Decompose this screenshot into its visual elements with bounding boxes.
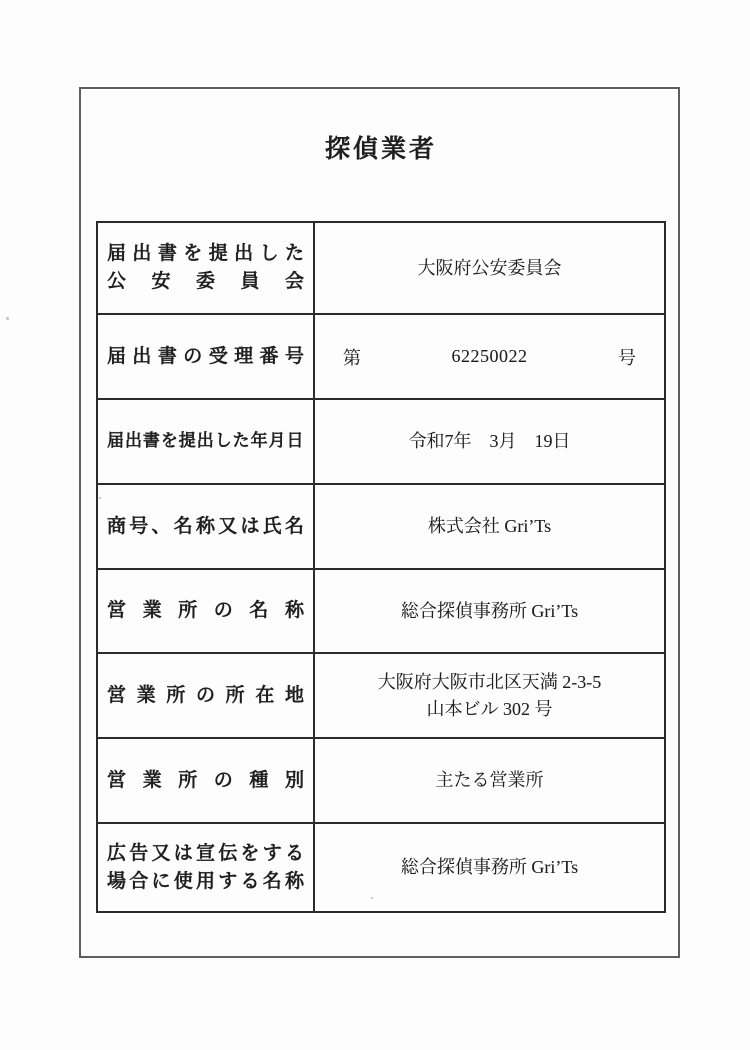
row-submitted-commission <box>98 223 664 313</box>
value-line: 大阪府大阪市北区天満 2-3-5 <box>377 671 602 692</box>
row-receipt-number <box>98 313 664 398</box>
row-label <box>98 570 315 652</box>
label-line: 公安委員会 <box>107 271 304 292</box>
row-value <box>315 654 664 737</box>
row-value <box>315 739 664 822</box>
label-line: 広告又は宣伝をする <box>107 842 304 864</box>
scan-speck <box>371 897 373 899</box>
value-line: 総合探偵事務所 Gri’Ts <box>400 600 579 621</box>
row-value <box>315 223 664 313</box>
row-label <box>98 400 315 483</box>
row-value <box>315 570 664 652</box>
label-line: 届出書を提出した <box>107 243 304 265</box>
label-line: 届出書を提出した年月日 <box>107 431 304 451</box>
value-line: 山本ビル 302 号 <box>426 698 553 719</box>
row-submission-date <box>98 398 664 483</box>
row-label <box>98 485 315 568</box>
label-line: 場合に使用する名称 <box>107 870 304 892</box>
row-office-address <box>98 652 664 737</box>
label-line: 営業所の名称 <box>107 600 304 622</box>
row-label <box>98 739 315 822</box>
label-line: 営業所の種別 <box>107 769 304 791</box>
row-office-name <box>98 568 664 652</box>
row-label <box>98 824 315 911</box>
row-label <box>98 223 315 313</box>
registration-table <box>96 221 666 913</box>
scan-speck <box>6 317 9 320</box>
scan-speck <box>99 497 101 499</box>
label-line: 届出書の受理番号 <box>107 345 304 367</box>
receipt-number-prefix: 第 <box>343 347 361 368</box>
row-value <box>315 400 664 483</box>
receipt-number: 62250022 <box>451 346 528 366</box>
row-label <box>98 654 315 737</box>
label-line: 営業所の所在地 <box>107 684 304 706</box>
row-label <box>98 315 315 398</box>
document-title: 探偵業者 <box>324 136 437 163</box>
receipt-number-suffix: 号 <box>618 347 636 368</box>
row-value <box>315 824 664 911</box>
value-line: 総合探偵事務所 Gri’Ts <box>400 857 579 877</box>
value-line: 令和7年 3月 19日 <box>408 431 571 451</box>
row-value <box>315 485 664 568</box>
value-line: 株式会社 Gri’Ts <box>427 516 552 536</box>
value-line: 主たる営業所 <box>435 770 544 790</box>
label-line: 商号、名称又は氏名 <box>107 515 304 537</box>
row-advertising-name <box>98 822 664 911</box>
row-value <box>315 315 664 398</box>
row-company-name <box>98 483 664 568</box>
row-office-type <box>98 737 664 822</box>
value-line: 大阪府公安委員会 <box>417 257 562 278</box>
